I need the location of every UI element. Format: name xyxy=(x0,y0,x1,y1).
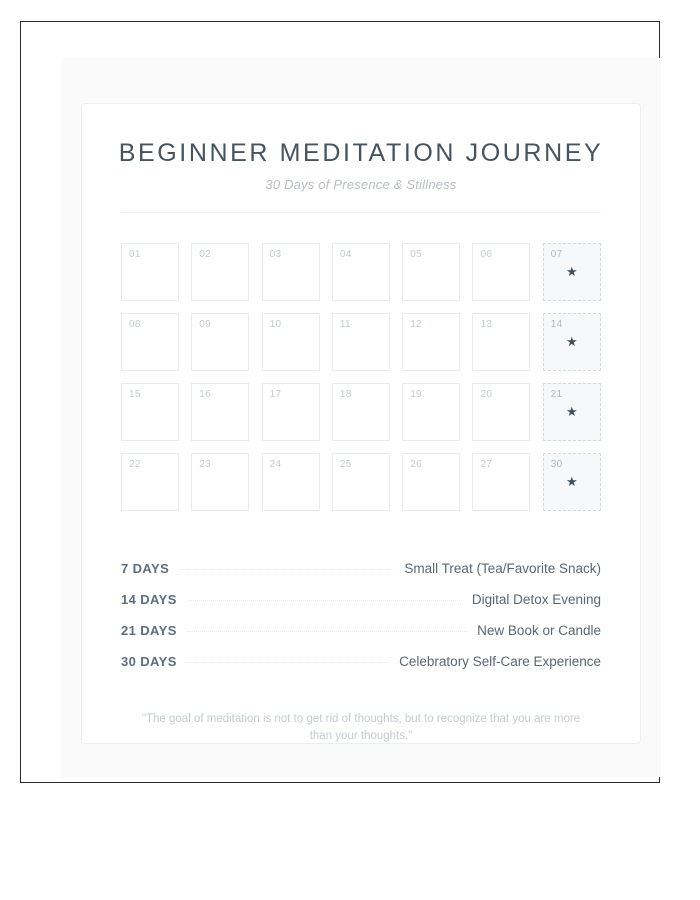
day-number: 27 xyxy=(480,458,493,470)
day-number: 18 xyxy=(339,388,352,400)
day-number: 08 xyxy=(129,318,141,330)
day-cell[interactable] xyxy=(332,383,390,441)
day-number: 07 xyxy=(550,248,563,260)
day-cell[interactable] xyxy=(402,313,460,371)
rewards-list xyxy=(121,553,601,677)
day-cell[interactable] xyxy=(191,243,249,301)
day-cell[interactable] xyxy=(191,453,249,511)
reward-row xyxy=(121,646,601,677)
day-cell[interactable] xyxy=(472,453,530,511)
day-cell[interactable] xyxy=(402,243,460,301)
day-number: 14 xyxy=(550,318,563,330)
reward-value: Digital Detox Evening xyxy=(471,591,601,607)
day-cell[interactable] xyxy=(332,243,390,301)
reward-value: New Book or Candle xyxy=(477,622,601,638)
day-number: 25 xyxy=(339,458,352,470)
day-cell[interactable] xyxy=(402,383,460,441)
leader-line xyxy=(187,630,467,632)
tracker-card xyxy=(81,103,641,744)
day-cell-milestone[interactable] xyxy=(543,453,601,511)
day-number: 05 xyxy=(410,248,422,260)
day-cell[interactable] xyxy=(262,383,320,441)
day-number: 24 xyxy=(269,458,282,470)
day-number: 12 xyxy=(410,318,422,330)
day-number: 04 xyxy=(339,248,352,260)
reward-row xyxy=(121,553,601,584)
day-cell[interactable] xyxy=(472,383,530,441)
page-frame xyxy=(20,21,660,783)
day-cell[interactable] xyxy=(121,453,179,511)
day-cell[interactable] xyxy=(121,383,179,441)
day-cell[interactable] xyxy=(402,453,460,511)
reward-milestone-label: 30 DAYS xyxy=(121,653,177,669)
calendar-grid xyxy=(121,243,601,511)
day-number: 13 xyxy=(480,318,493,330)
day-cell[interactable] xyxy=(121,313,179,371)
reward-milestone-label: 7 DAYS xyxy=(121,560,170,576)
day-number: 09 xyxy=(199,318,212,330)
day-number: 03 xyxy=(269,248,282,260)
day-cell-milestone[interactable] xyxy=(543,243,601,301)
day-number: 20 xyxy=(480,388,493,400)
day-number: 30 xyxy=(550,458,563,470)
reward-milestone-label: 21 DAYS xyxy=(121,622,177,638)
day-cell[interactable] xyxy=(332,453,390,511)
day-number: 19 xyxy=(410,388,422,400)
reward-milestone-label: 14 DAYS xyxy=(121,591,177,607)
day-cell[interactable] xyxy=(332,313,390,371)
day-cell[interactable] xyxy=(472,243,530,301)
star-icon: ★ xyxy=(565,473,578,489)
header-divider xyxy=(121,212,601,213)
day-number: 23 xyxy=(199,458,212,470)
leader-line xyxy=(187,661,389,663)
day-cell-milestone[interactable] xyxy=(543,313,601,371)
reward-value: Small Treat (Tea/Favorite Snack) xyxy=(404,560,601,576)
day-number: 15 xyxy=(129,388,141,400)
page-title: BEGINNER MEDITATION JOURNEY xyxy=(118,139,604,167)
day-cell[interactable] xyxy=(121,243,179,301)
day-number: 11 xyxy=(339,318,351,330)
day-cell[interactable] xyxy=(262,453,320,511)
day-cell[interactable] xyxy=(191,313,249,371)
star-icon: ★ xyxy=(565,403,578,419)
day-cell[interactable] xyxy=(191,383,249,441)
day-cell[interactable] xyxy=(262,313,320,371)
day-number: 06 xyxy=(480,248,493,260)
page-subtitle: 30 Days of Presence & Stillness xyxy=(265,176,457,192)
star-icon: ★ xyxy=(565,263,578,279)
footer-quote: "The goal of meditation is not to get rid of thoughts, but to recognize that you are more than your thoughts." xyxy=(141,712,581,743)
day-number: 17 xyxy=(269,388,282,400)
day-number: 01 xyxy=(129,248,141,260)
card-header xyxy=(82,104,640,213)
reward-row xyxy=(121,584,601,615)
day-number: 16 xyxy=(199,388,212,400)
day-number: 22 xyxy=(129,458,141,470)
day-cell[interactable] xyxy=(472,313,530,371)
reward-value: Celebratory Self-Care Experience xyxy=(399,653,601,669)
day-cell[interactable] xyxy=(262,243,320,301)
star-icon: ★ xyxy=(565,333,578,349)
day-cell-milestone[interactable] xyxy=(543,383,601,441)
day-number: 26 xyxy=(410,458,422,470)
leader-line xyxy=(179,568,394,570)
day-number: 02 xyxy=(199,248,212,260)
day-number: 10 xyxy=(269,318,282,330)
reward-row xyxy=(121,615,601,646)
leader-line xyxy=(187,599,462,601)
day-number: 21 xyxy=(550,388,563,400)
